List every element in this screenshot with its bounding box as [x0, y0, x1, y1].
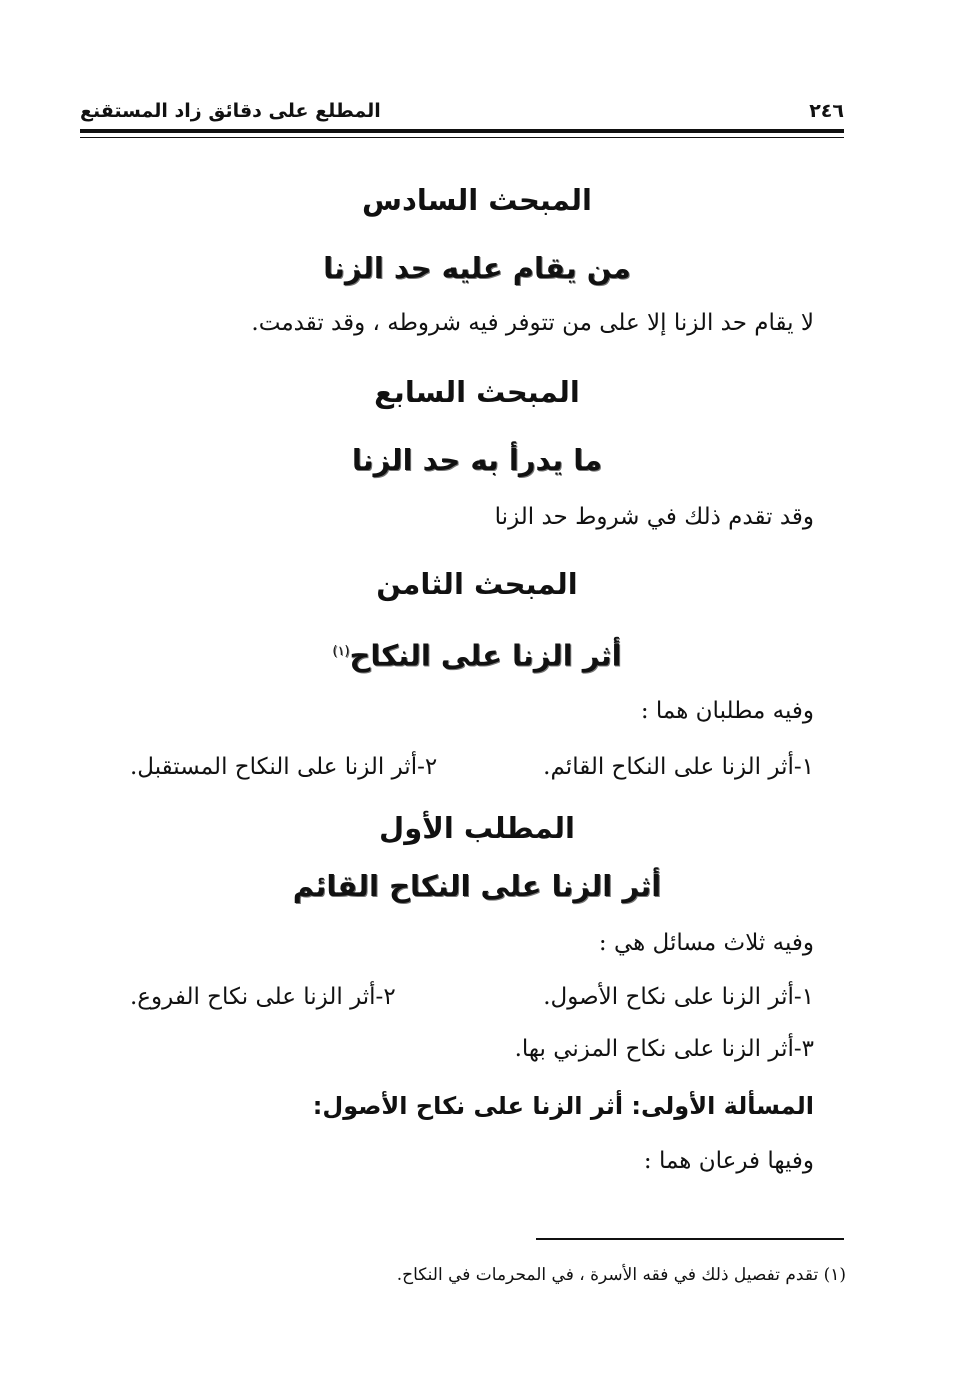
section-eighth-title: المبحث الثامن: [376, 567, 578, 601]
requirement-first-item-3: ٣-أثر الزنا على نكاح المزني بها.: [514, 1036, 814, 1062]
section-sixth-title: المبحث السادس: [362, 183, 592, 217]
requirement-first-item-2: ٢-أثر الزنا على نكاح الفروع.: [130, 984, 396, 1010]
page-number: ٢٤٦: [809, 100, 844, 122]
section-sixth-subtitle: من يقام عليه حد الزنا: [323, 251, 631, 285]
requirement-first-item-1: ١-أثر الزنا على نكاح الأصول.: [543, 984, 814, 1010]
book-title: المطلع على دقائق زاد المستقنع: [80, 100, 381, 122]
section-eighth-subtitle: أثر الزنا على النكاح: [349, 638, 622, 673]
section-eighth-subtitle-line: [0, 632, 954, 676]
section-eighth-item-2: ٢-أثر الزنا على النكاح المستقبل.: [130, 754, 438, 780]
section-seventh-body: وقد تقدم ذلك في شروط حد الزنا: [494, 504, 814, 530]
footnote-marker: (١): [332, 644, 350, 659]
header-rule-thin: [80, 137, 844, 138]
section-sixth-body: لا يقام حد الزنا إلا على من تتوفر فيه شروطه ، وقد تقدمت.: [251, 310, 814, 336]
section-seventh-title: المبحث السابع: [374, 375, 580, 409]
issue-first-heading: المسألة الأولى: أثر الزنا على نكاح الأصول:: [312, 1092, 814, 1120]
footnote-rule: [536, 1238, 844, 1240]
section-eighth-item-1: ١-أثر الزنا على النكاح القائم.: [543, 754, 814, 780]
header-rule-thick: [80, 129, 844, 133]
section-seventh-subtitle: ما يدرأ به حد الزنا: [351, 443, 603, 477]
requirement-first-intro: وفيه ثلاث مسائل هي :: [598, 930, 814, 956]
requirement-first-title: المطلب الأول: [379, 811, 575, 845]
running-header: [80, 96, 844, 126]
issue-first-intro: وفيها فرعان هما :: [643, 1148, 814, 1174]
requirement-first-subtitle: أثر الزنا على النكاح القائم: [292, 869, 662, 903]
footnote-text: (١) تقدم تفصيل ذلك في فقه الأسرة ، في المحرمات في النكاح.: [396, 1265, 846, 1285]
section-eighth-intro: وفيه مطلبان هما :: [640, 698, 814, 724]
